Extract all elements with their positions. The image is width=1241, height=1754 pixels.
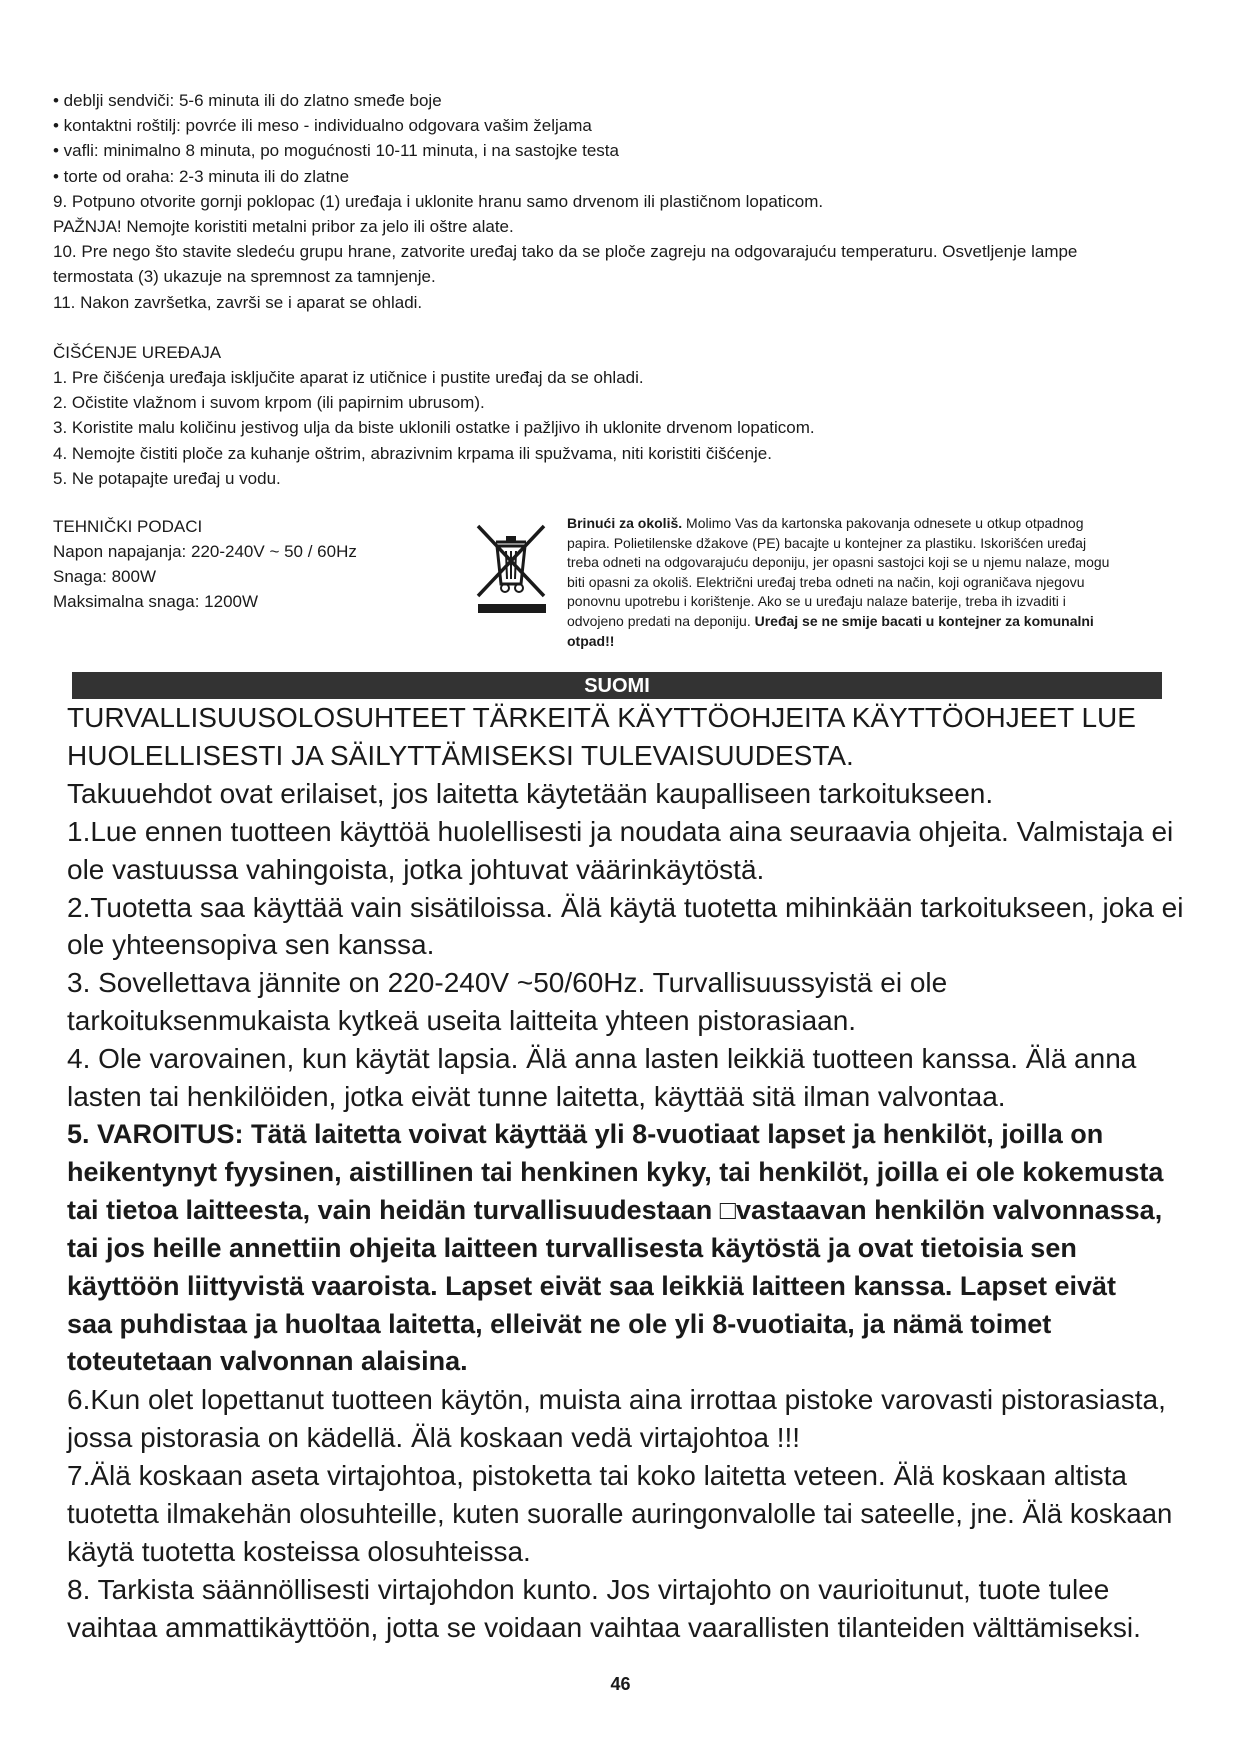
fi-warranty: Takuuehdot ovat erilaiset, jos laitetta käytetään kaupalliseen tarkoitukseen. (67, 777, 994, 809)
fi-step-7: 7.Älä koskaan aseta virtajohtoa, pistoketta tai koko laitetta veteen. Älä koskaan altista (67, 1460, 1127, 1492)
env-bold-2: otpad!! (567, 632, 615, 649)
fi-step-2-cont: ole yhteensopiva sen kanssa. (67, 929, 435, 961)
fi-step-3: 3. Sovellettava jännite on 220-240V ~50/60Hz. Turvallisuussyistä ei ole (67, 967, 948, 999)
fi-warning-line: tai tietoa laitteesta, vain heidän turvallisuudestaan □vastaavan henkilön valvonnassa, (67, 1194, 1163, 1225)
step-10-cont: termostata (3) ukazuje na spremnost za tamnjenje. (53, 267, 436, 287)
fi-step-6-cont: jossa pistorasia on kädellä. Älä koskaan vedä virtajohtoa !!! (67, 1422, 801, 1454)
serbian-instructions (53, 88, 1193, 491)
cleaning-step-3: 3. Koristite malu količinu jestivog ulja da biste uklonili ostatke i pažljivo ih uklonite drvenom lopaticom. (53, 418, 815, 438)
fi-step-8-cont: vaihtaa ammattikäyttöön, jotta se voidaan vaihtaa vaarallisten tilanteiden välttämiseksi. (67, 1611, 1141, 1643)
cleaning-step-4: 4. Nemojte čistiti ploče za kuhanje oštrim, abrazivnim krpama ili spužvama, niti koristiti čišćenje. (53, 443, 772, 463)
bullet-waffles: • vafli: minimalno 8 minuta, po mogućnosti 10-11 minuta, i na sastojke testa (53, 141, 619, 161)
spacer (53, 315, 1193, 340)
page-number: 46 (610, 1674, 631, 1694)
env-line-6 (567, 612, 1182, 632)
cleaning-title: ČIŠĆENJE UREĐAJA (53, 342, 222, 362)
fi-step-4-cont: lasten tai henkilöiden, jotka eivät tunne laitetta, käyttää sitä ilman valvontaa. (67, 1081, 1006, 1113)
step-9: 9. Potpuno otvorite gornji poklopac (1) uređaja i uklonite hranu samo drvenom ili plastičnom lopaticom. (53, 191, 824, 211)
fi-step-1: 1.Lue ennen tuotteen käyttöä huolellisesti ja noudata aina seuraavia ohjeita. Valmistaja ei (67, 815, 1174, 847)
step-10: 10. Pre nego što stavite sledeću grupu hrane, zatvorite uređaj tako da se ploče zagreju na odgovarajuću temperaturu. Osvetljenje lampe (53, 242, 1078, 262)
fi-step-8: 8. Tarkista säännöllisesti virtajohdon kunto. Jos virtajohto on vaurioitunut, tuote tulee (67, 1573, 1110, 1605)
fi-warning (67, 1116, 1187, 1381)
spec-voltage: Napon napajanja: 220-240V ~ 50 / 60Hz (53, 542, 357, 561)
fi-step-1-cont: ole vastuussa vahingoista, jotka johtuvat väärinkäytöstä. (67, 853, 765, 885)
env-lead: Brinući za okoliš. (567, 515, 683, 531)
fi-heading-1: TURVALLISUUSOLOSUHTEET TÄRKEITÄ KÄYTTÖOHJEITA KÄYTTÖOHJEET LUE (67, 702, 1136, 733)
env-line-7 (567, 632, 1182, 652)
fi-warning-line: toteutetaan valvonnan alaisina. (67, 1346, 468, 1377)
fi-step-3-cont: tarkoituksenmukaista kytkeä useita laitteita yhteen pistorasiaan. (67, 1005, 857, 1037)
fi-heading-2: HUOLELLISESTI JA SÄILYTTÄMISEKSI TULEVAISUUDESTA. (67, 739, 854, 771)
bullet-contact-grill: • kontaktni roštilj: povrće ili meso - individualno odgovara vašim željama (53, 116, 592, 136)
cleaning-step-5: 5. Ne potapajte uređaj u vodu. (53, 468, 281, 488)
env-text-6: odvojeno predati na deponiju. (567, 612, 755, 629)
cleaning-step-2: 2. Očistite vlažnom i suvom krpom (ili papirnim ubrusom). (53, 393, 485, 413)
env-line-4: biti opasni za okoliš. Električni uređaj treba odneti na način, koji ograničava njegovu (567, 573, 1085, 590)
env-text-1: Molimo Vas da kartonska pakovanja odnesete u otkup otpadnog (682, 515, 1084, 531)
technical-specs (53, 514, 453, 614)
fi-warning-line: käyttöön liittyvistä vaaroista. Lapset eivät saa leikkiä laitteen kanssa. Lapset eivät (67, 1270, 1116, 1301)
spec-power: Snaga: 800W (53, 567, 157, 586)
fi-warning-line: saa puhdistaa ja huoltaa laitetta, elleivät ne ole yli 8-vuotiaita, ja nämä toimet (67, 1308, 1052, 1339)
attention-note: PAŽNJA! Nemojte koristiti metalni pribor za jelo ili oštre alate. (53, 217, 514, 237)
finnish-instructions (67, 699, 1187, 1647)
fi-step-7-cont: käytä tuotetta kosteissa olosuhteissa. (67, 1535, 531, 1567)
fi-step-6: 6.Kun olet lopettanut tuotteen käytön, muista aina irrottaa pistoke varovasti pistorasiasta, (67, 1384, 1166, 1416)
fi-warning-line: heikentynyt fyysinen, aistillinen tai henkinen kyky, tai henkilöt, joilla ei ole kokemusta (67, 1156, 1164, 1187)
env-line-2: papira. Polietilenske džakove (PE) bacajte u kontejner za plastiku. Iskorišćen uređaj (567, 534, 1087, 551)
fi-step-4: 4. Ole varovainen, kun käytät lapsia. Älä anna lasten leikkiä tuotteen kanssa. Älä anna (67, 1043, 1137, 1075)
fi-step-7-cont: tuotetta ilmakehän olosuhteille, kuten suoralle auringonvalolle tai sateelle, jne. Älä koskaan (67, 1498, 1173, 1530)
step-11: 11. Nakon završetka, završi se i aparat se ohladi. (53, 292, 423, 312)
cleaning-step-1: 1. Pre čišćenja uređaja isključite aparat iz utičnice i pustite uređaj da se ohladi. (53, 368, 644, 388)
bullet-nut-cakes: • torte od oraha: 2-3 minuta ili do zlatne (53, 166, 350, 186)
spec-max-power: Maksimalna snaga: 1200W (53, 592, 259, 611)
environment-notice (567, 514, 1182, 651)
language-label: SUOMI (584, 675, 650, 697)
env-line-5: ponovnu upotrebu i korištenje. Ako se u uređaju nalaze baterije, treba ih izvaditi i (567, 593, 1066, 610)
language-band (72, 672, 1162, 699)
crossed-bin-icon (472, 520, 552, 616)
env-bold-1: Uređaj se ne smije bacati u kontejner za komunalni (754, 612, 1094, 629)
bullet-sandwiches: • deblji sendviči: 5-6 minuta ili do zlatno smeđe boje (53, 91, 442, 110)
specs-title: TEHNIČKI PODACI (53, 517, 203, 536)
env-line-3: treba odneti na odgovarajuću deponiju, jer opasni sastojci koji se u njemu nalaze, mogu (567, 554, 1110, 571)
env-line-1 (567, 514, 1182, 534)
fi-warning-line: 5. VAROITUS: Tätä laitetta voivat käyttää yli 8-vuotiaat lapset ja henkilöt, joilla on (67, 1118, 1104, 1149)
fi-warning-line: tai jos heille annettiin ohjeita laitteen turvallisesta käytöstä ja ovat tietoisia sen (67, 1232, 1077, 1263)
fi-step-2: 2.Tuotetta saa käyttää vain sisätiloissa. Älä käytä tuotetta mihinkään tarkoitukseen, joka ei (67, 891, 1184, 923)
